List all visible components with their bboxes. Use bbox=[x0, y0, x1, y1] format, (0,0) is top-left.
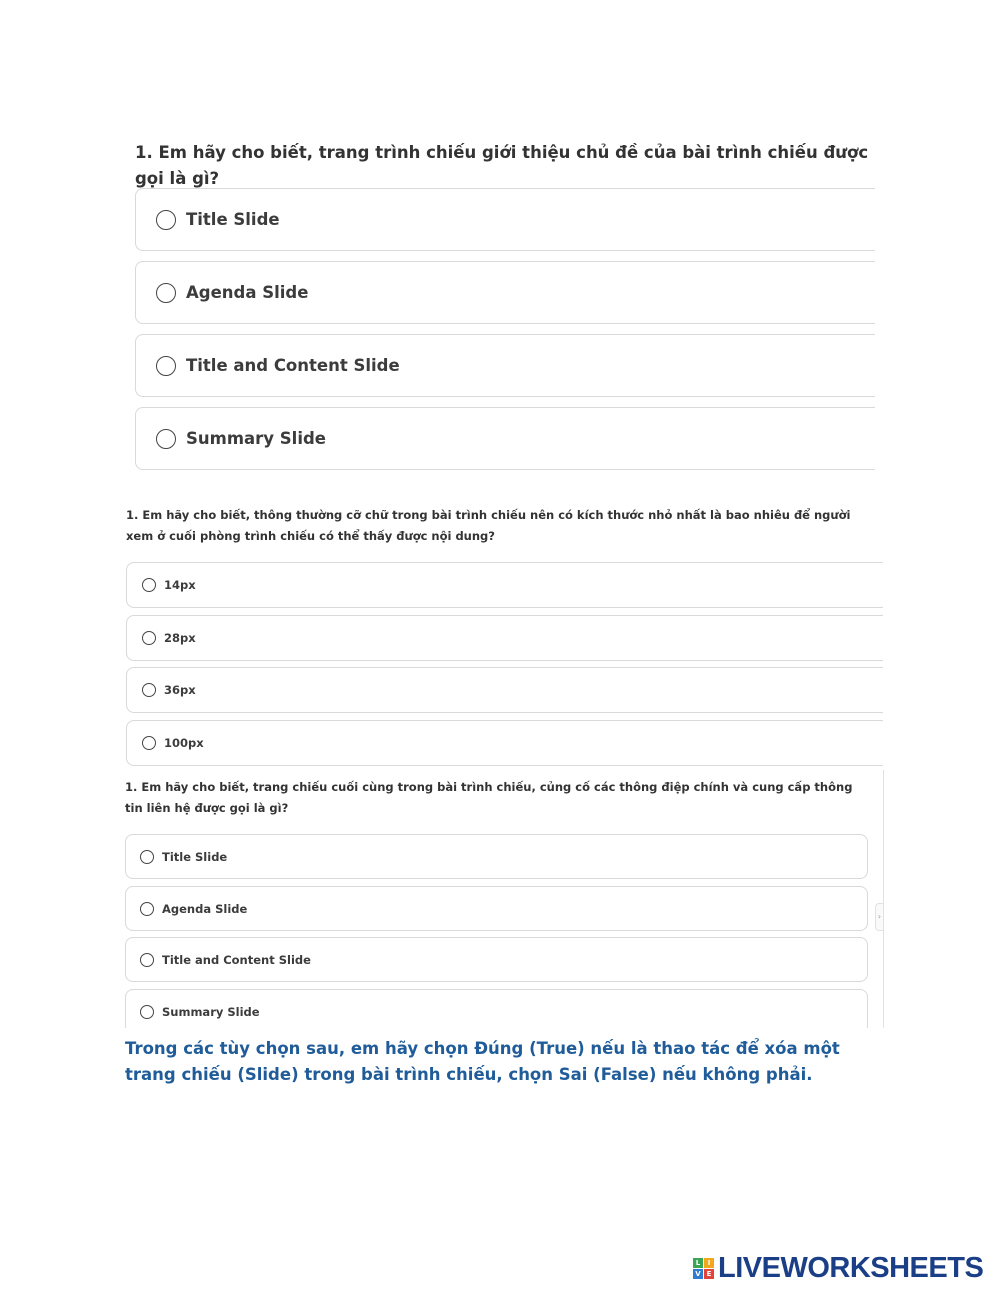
option-label: Agenda Slide bbox=[186, 283, 309, 302]
question-2-option-2[interactable] bbox=[126, 615, 883, 661]
question-2-option-1[interactable] bbox=[126, 562, 883, 608]
question-2-option-3[interactable] bbox=[126, 667, 883, 713]
question-3-option-2[interactable] bbox=[125, 886, 868, 931]
option-label: 100px bbox=[164, 736, 204, 750]
option-label: Summary Slide bbox=[162, 1004, 260, 1019]
question-3-option-1[interactable] bbox=[125, 834, 868, 879]
radio-circle-icon[interactable] bbox=[156, 283, 176, 303]
question-3 bbox=[124, 770, 884, 1028]
option-label: Title and Content Slide bbox=[186, 356, 400, 375]
radio-circle-icon[interactable] bbox=[156, 210, 176, 230]
question-2-option-4[interactable] bbox=[126, 720, 883, 766]
logo-mark-tile: I bbox=[704, 1258, 714, 1268]
question-3-text: 1. Em hãy cho biết, trang chiếu cuối cùng trong bài trình chiếu, củng cố các thông điệp chính và cung cấp thông tin liên hệ được gọi là gì? bbox=[125, 780, 853, 815]
question-1-text: 1. Em hãy cho biết, trang trình chiếu giới thiệu chủ đề của bài trình chiếu được gọi là gì? bbox=[135, 143, 869, 188]
logo-wordmark: LIVEWORKSHEETS bbox=[718, 1252, 984, 1284]
true-false-instruction: Trong các tùy chọn sau, em hãy chọn Đúng (True) nếu là thao tác để xóa một trang chiếu (Slide) trong bài trình chiếu, chọn Sai (False) nếu không phải. bbox=[125, 1039, 840, 1084]
radio-circle-icon[interactable] bbox=[156, 429, 176, 449]
radio-circle-icon[interactable] bbox=[142, 631, 156, 645]
option-label: Title Slide bbox=[186, 210, 280, 229]
question-1-option-2[interactable] bbox=[135, 261, 875, 324]
logo-mark-tile: E bbox=[704, 1269, 714, 1279]
logo-mark-tile: V bbox=[693, 1269, 703, 1279]
question-3-option-3[interactable] bbox=[125, 937, 868, 982]
radio-circle-icon[interactable] bbox=[140, 850, 154, 864]
radio-circle-icon[interactable] bbox=[140, 1005, 154, 1019]
liveworksheets-logo bbox=[693, 1252, 983, 1285]
radio-circle-icon[interactable] bbox=[140, 953, 154, 967]
question-1-option-3[interactable] bbox=[135, 334, 875, 397]
question-2 bbox=[126, 505, 886, 750]
logo-mark-icon bbox=[693, 1258, 714, 1279]
question-1-option-1[interactable] bbox=[135, 188, 875, 251]
option-label: Title Slide bbox=[162, 849, 228, 864]
option-label: 14px bbox=[164, 578, 196, 592]
radio-circle-icon[interactable] bbox=[142, 736, 156, 750]
option-label: Agenda Slide bbox=[162, 901, 248, 916]
logo-mark-tile: L bbox=[693, 1258, 703, 1268]
question-2-text: 1. Em hãy cho biết, thông thường cỡ chữ trong bài trình chiếu nên có kích thước nhỏ nhất là bao nhiêu để người xem ở cuối phòng trình chiếu có thể thấy được nội dung? bbox=[126, 508, 851, 543]
option-label: Title and Content Slide bbox=[162, 952, 311, 967]
radio-circle-icon[interactable] bbox=[156, 356, 176, 376]
question-1-option-4[interactable] bbox=[135, 407, 875, 470]
question-3-option-4[interactable] bbox=[125, 989, 868, 1028]
side-panel-toggle-icon[interactable]: › bbox=[875, 903, 883, 931]
option-label: Summary Slide bbox=[186, 429, 326, 448]
radio-circle-icon[interactable] bbox=[140, 902, 154, 916]
radio-circle-icon[interactable] bbox=[142, 683, 156, 697]
radio-circle-icon[interactable] bbox=[142, 578, 156, 592]
option-label: 36px bbox=[164, 683, 196, 697]
question-1 bbox=[135, 140, 895, 448]
option-label: 28px bbox=[164, 631, 196, 645]
